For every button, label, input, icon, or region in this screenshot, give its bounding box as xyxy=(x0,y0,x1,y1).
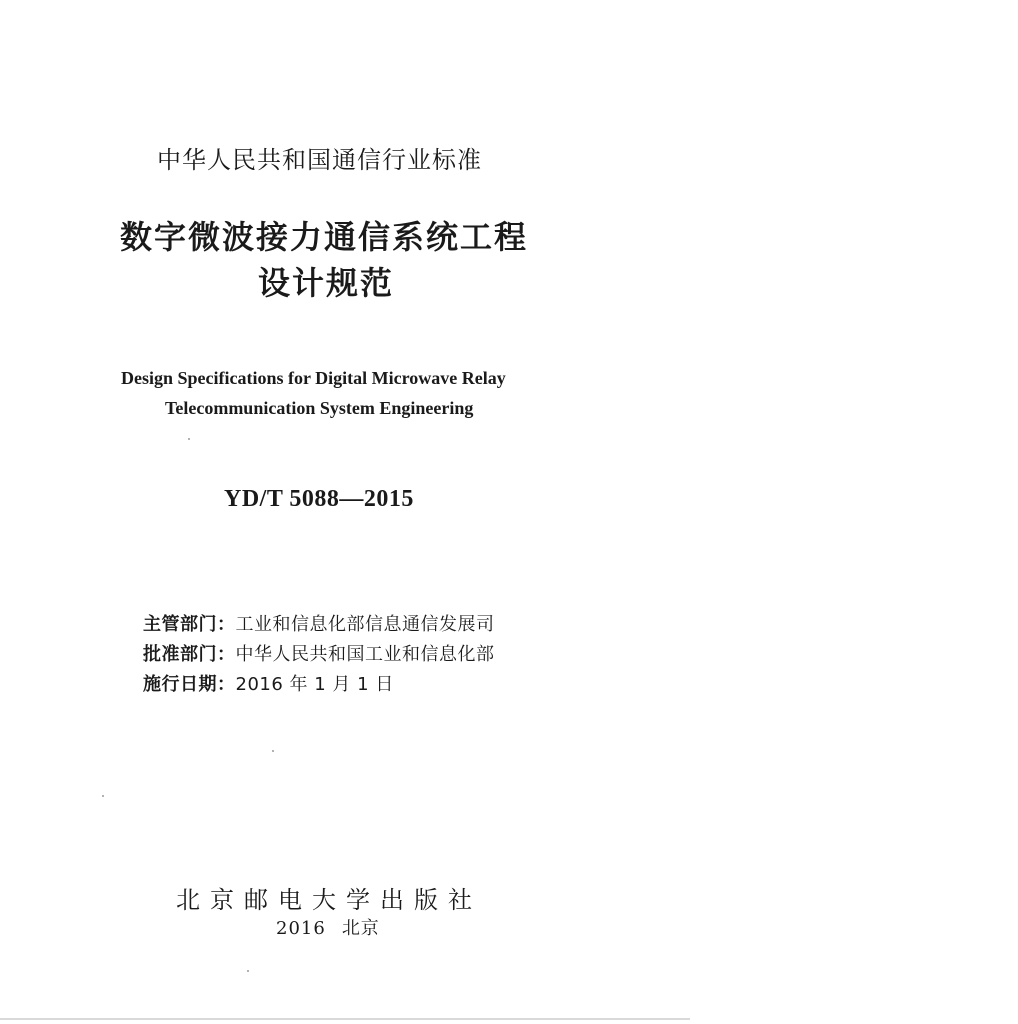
competent-department-label: 主管部门： xyxy=(143,614,236,635)
scan-speck xyxy=(247,970,249,972)
effective-date xyxy=(143,670,394,696)
scan-speck xyxy=(188,438,190,440)
scan-speck xyxy=(102,795,104,797)
title-line-2: 设计规范 xyxy=(258,264,395,302)
publication-info xyxy=(276,914,380,940)
standard-code: YD/T 5088—2015 xyxy=(224,486,414,512)
bottom-edge-line xyxy=(0,1018,690,1020)
publisher-name: 北京邮电大学出版社 xyxy=(176,886,482,914)
approval-department-label: 批准部门： xyxy=(143,644,236,665)
approval-department xyxy=(143,640,495,666)
title-line-1: 数字微波接力通信系统工程 xyxy=(120,218,529,256)
english-title-line-2: Telecommunication System Engineering xyxy=(165,398,474,418)
effective-date-label: 施行日期： xyxy=(143,674,236,695)
publication-year: 2016 xyxy=(276,918,326,939)
approval-department-value: 中华人民共和国工业和信息化部 xyxy=(235,644,495,665)
industry-standard-header: 中华人民共和国通信行业标准 xyxy=(157,146,482,174)
competent-department-value: 工业和信息化部信息通信发展司 xyxy=(235,614,495,635)
effective-date-value: 2016 年 1 月 1 日 xyxy=(235,674,394,695)
english-title-line-1: Design Specifications for Digital Microwave Relay xyxy=(121,368,506,388)
scan-speck xyxy=(272,750,274,752)
publication-city: 北京 xyxy=(341,918,380,939)
competent-department xyxy=(143,610,495,636)
